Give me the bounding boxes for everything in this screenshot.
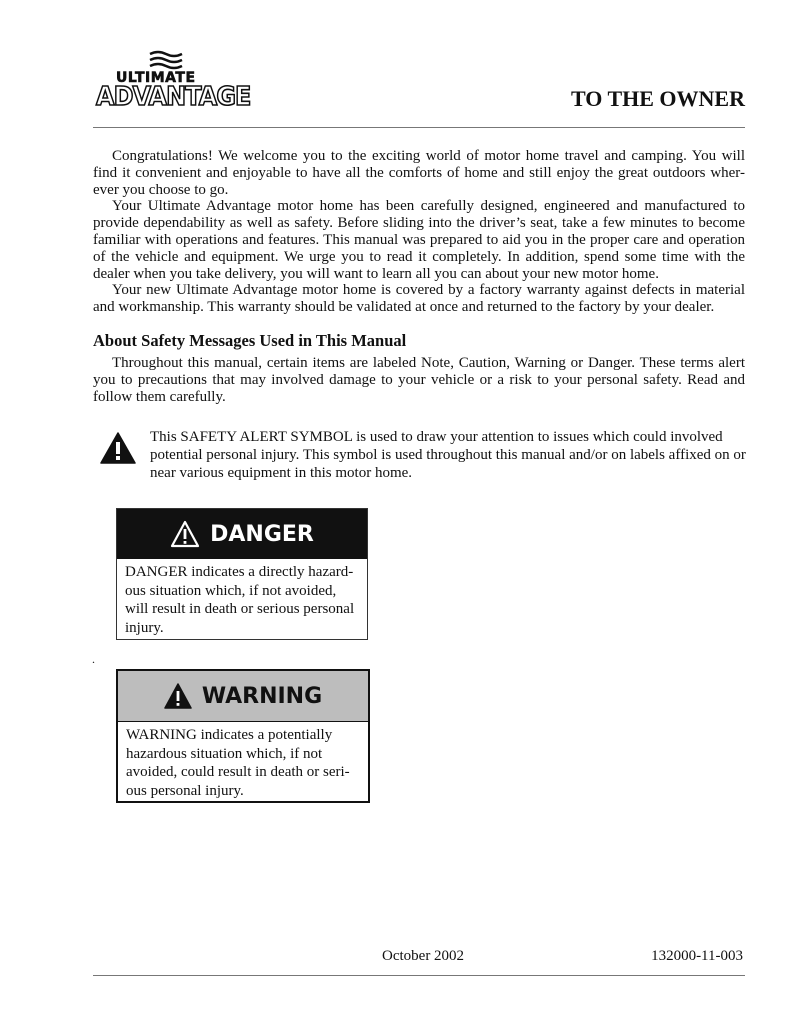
footer-divider	[93, 975, 745, 976]
safety-alert-description: This SAFETY ALERT SYMBOL is used to draw your attention to issues which could involved potential personal injury. This symbol is used throughout this manual and/or on labels affixed on or near various equipment in this motor home.	[150, 429, 746, 481]
intro-paragraph-1: Congratulations! We welcome you to the exciting world of motor home travel and camping. You will find it convenient and enjoyable to have all the comforts of home and still enjoy the great outdoors wher-ever you choose to go.	[93, 148, 745, 198]
logo-line-2: ADVANTAGE	[96, 82, 251, 112]
warning-box	[116, 669, 370, 803]
intro-paragraph-3: Your new Ultimate Advantage motor home is covered by a factory warranty against defects in material and workmanship. This warranty should be validated at once and returned to the factory by your dealer.	[93, 282, 745, 316]
logo-line-1: ULTIMATE	[116, 70, 196, 86]
safety-alert-icon	[100, 432, 136, 464]
warning-label: WARNING	[201, 683, 323, 709]
page-title: TO THE OWNER	[570, 86, 745, 111]
danger-text: DANGER indicates a directly hazard-ous situation which, if not avoided, will result in death or serious personal injury.	[125, 564, 355, 636]
intro-paragraph-2: Your Ultimate Advantage motor home has been carefully designed, engineered and manufactured to provide dependability as well as safety. Before sliding into the driver’s seat, take a few minutes to become familiar with operations and features. This manual was prepared to aid you in the proper care and operation of the vehicle and equipment. We urge you to read it completely. In addition, spend some time with the dealer when you take delivery, you will want to learn all you can about your new motor home.	[93, 198, 745, 282]
ultimate-advantage-logo	[96, 50, 251, 116]
danger-label: DANGER	[210, 521, 314, 547]
header-divider	[93, 127, 745, 128]
intro-section	[93, 148, 745, 316]
footer-doc-number: 132000-11-003	[651, 948, 743, 964]
danger-header	[117, 509, 367, 559]
safety-section	[93, 355, 745, 405]
danger-box	[116, 508, 368, 640]
warning-triangle-outline-icon	[170, 520, 200, 548]
safety-heading: About Safety Messages Used in This Manual	[93, 331, 407, 350]
logo-waves-icon	[148, 50, 188, 72]
safety-paragraph: Throughout this manual, certain items are labeled Note, Caution, Warning or Danger. These terms alert you to precautions that may involved damage to your vehicle or a risk to your personal safety. Read and follow them carefully.	[93, 355, 745, 405]
footer-date: October 2002	[382, 948, 465, 964]
warning-text: WARNING indicates a potentially hazardous situation which, if not avoided, could result in death or seri-ous personal injury.	[126, 727, 350, 799]
stray-mark: .	[92, 652, 95, 666]
warning-header	[118, 671, 368, 722]
warning-triangle-icon	[164, 683, 192, 709]
